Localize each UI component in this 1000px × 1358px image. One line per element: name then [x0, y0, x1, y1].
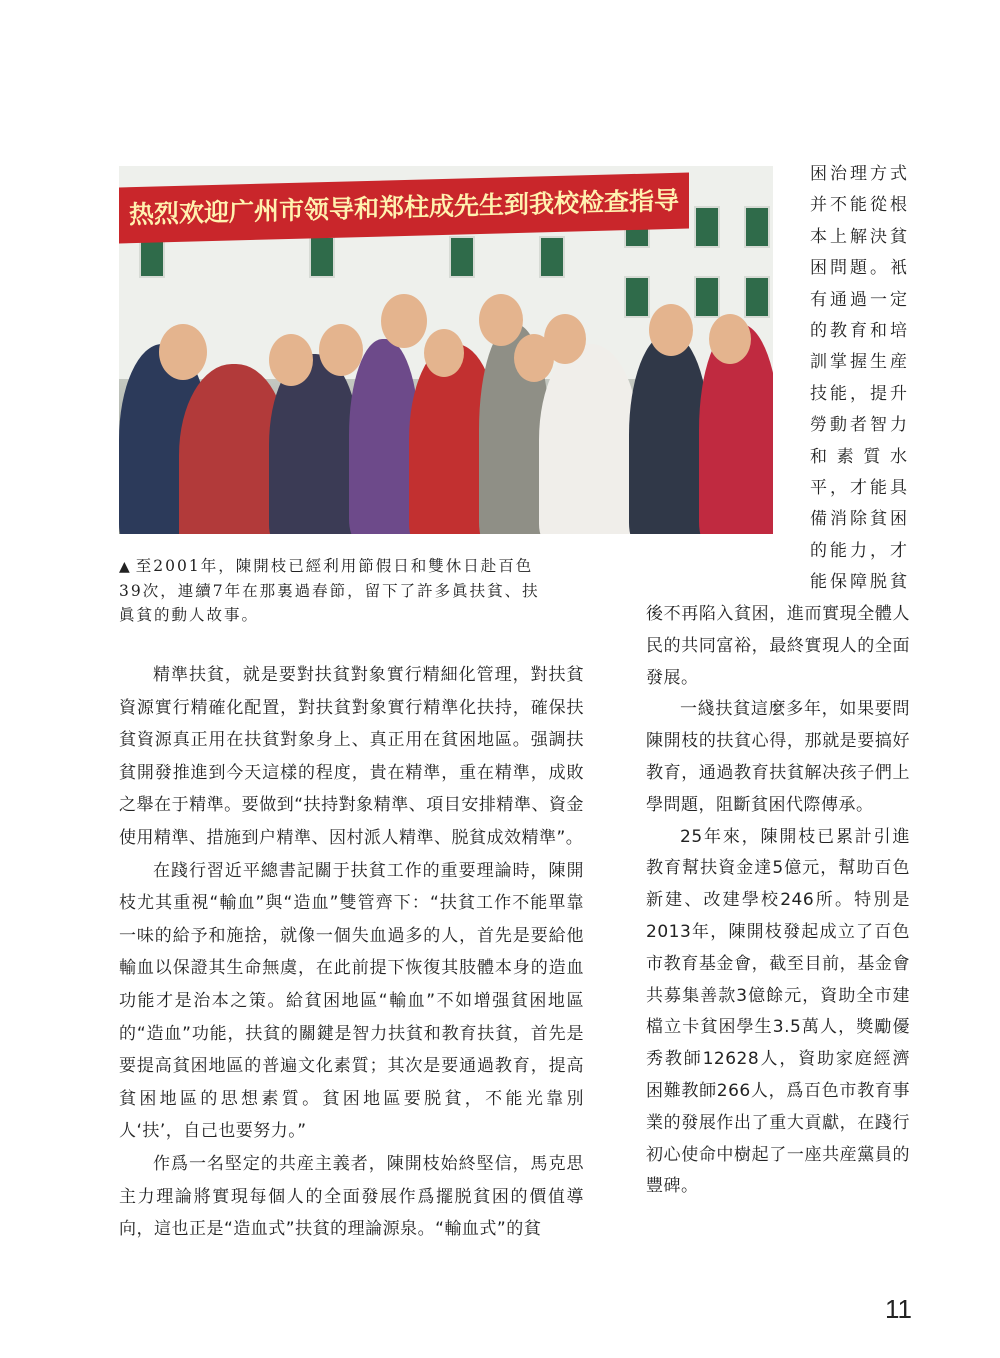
narrow-column: 困治理方式并不能從根本上解決貧困問題。衹有通過一定的教育和培訓掌握生産技能，提升勞動者智力和素質水平，才能具備消除貧困的能力，才能保障脱貧	[810, 164, 910, 593]
face	[544, 314, 586, 364]
paragraph-continuation: 後不再陷入貧困，進而實現全體人民的共同富裕，最終實現人的全面發展。	[646, 604, 910, 688]
paragraph: 25年來，陳開枝已累計引進教育幫扶資金達5億元，幫助百色新建、改建學校246所。特別是2013年，陳開枝發起成立了百色市教育基金會，截至目前，基金會共募集善款3億餘元，資助全市建檔立卡貧困學生3.5萬人，獎勵優秀教師12628人，資助家庭經濟困難教師266人，爲百色市教育事業的發展作出了重大貢獻，在踐行初心使命中樹起了一座共産黨員的豐碑。	[646, 826, 910, 1197]
triangle-icon: ▲	[119, 559, 132, 575]
left-column	[119, 659, 584, 1246]
photo-caption	[119, 554, 549, 627]
welcome-banner: 热烈欢迎广州市领导和郑柱成先生到我校检查指导	[119, 173, 689, 244]
paragraph: 一綫扶貧這麼多年，如果要問陳開枝的扶貧心得，那就是要搞好教育，通過教育扶貧解决孩子們上學問題，阻斷貧困代際傳承。	[646, 699, 910, 815]
window	[539, 236, 565, 278]
caption-text: 至2001年，陳開枝已經利用節假日和雙休日赴百色39次，連續7年在那裏過春節，留下了許多眞扶貧、扶眞貧的動人故事。	[119, 557, 540, 624]
photo-group-visit	[119, 166, 773, 534]
window	[694, 206, 720, 248]
face	[269, 334, 313, 386]
face	[649, 304, 693, 356]
window	[309, 236, 335, 278]
person	[539, 344, 639, 534]
face	[424, 329, 464, 377]
face	[381, 294, 427, 348]
person	[629, 334, 709, 534]
window	[744, 206, 770, 248]
right-column	[646, 599, 910, 1203]
page-number: 11	[885, 1294, 912, 1324]
face	[709, 314, 751, 364]
window	[449, 236, 475, 278]
paragraph: 精準扶貧，就是要對扶貧對象實行精細化管理，對扶貧資源實行精確化配置，對扶貧對象實行精準化扶持，確保扶貧資源真正用在扶貧對象身上、真正用在貧困地區。强調扶貧開發推進到今天這樣的程度，貴在精準，重在精準，成敗之舉在于精準。要做到“扶持對象精準、項目安排精準、資金使用精準、措施到户精準、因村派人精準、脱貧成效精準”。	[119, 665, 584, 848]
crowd	[119, 284, 773, 534]
paragraph: 在踐行習近平總書記關于扶貧工作的重要理論時，陳開枝尤其重視“輸血”與“造血”雙管齊下：“扶貧工作不能單靠一味的給予和施捨，就像一個失血過多的人，首先是要給他輸血以保證其生命無虞，在此前提下恢復其肢體本身的造血功能才是治本之策。給貧困地區“輸血”不如增强貧困地區的“造血”功能，扶貧的關鍵是智力扶貧和教育扶貧，首先是要提高貧困地區的普遍文化素質；其次是要通過教育，提高貧困地區的思想素質。貧困地區要脱貧，不能光靠別人‘扶’，自己也要努力。”	[119, 860, 584, 1142]
face	[479, 294, 523, 346]
face	[159, 324, 207, 380]
paragraph: 作爲一名堅定的共産主義者，陳開枝始終堅信，馬克思主力理論將實現每個人的全面發展作爲擺脱貧困的價值導向，這也正是“造血式”扶貧的理論源泉。“輸血式”的貧	[119, 1153, 584, 1240]
face	[319, 324, 363, 376]
